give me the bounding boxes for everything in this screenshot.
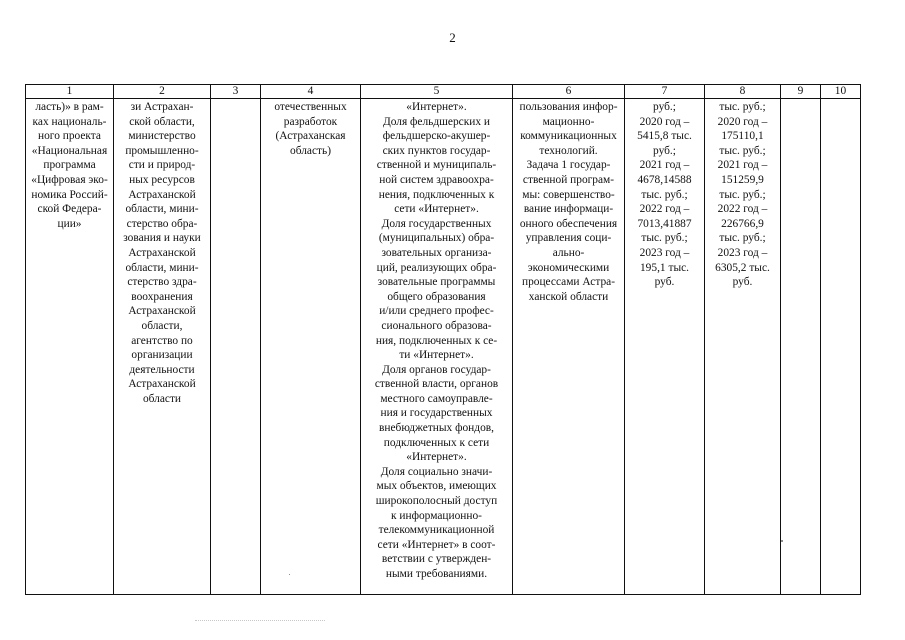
cell-text-line: подключенных к сети — [383, 436, 490, 449]
cell-text-line: ти «Интернет». — [399, 349, 474, 362]
column-header-10: 10 — [821, 85, 861, 99]
cell-text-line: ках националь- — [32, 115, 107, 128]
cell-text-line: руб. — [732, 276, 753, 289]
cell-text-line: сети «Интернет» в соот- — [377, 538, 496, 551]
cell-text-line: Астраханской — [128, 305, 196, 318]
cell-text-line: сети «Интернет». — [394, 203, 479, 216]
cell-text-line: Астраханской — [128, 188, 196, 201]
cell-col-7 — [625, 99, 705, 595]
cell-text-line: 151259,9 — [721, 173, 764, 186]
column-header-4: 4 — [261, 85, 361, 99]
cell-text-line: номика Россий- — [31, 188, 108, 201]
cell-text-line: руб.; — [653, 144, 676, 157]
cell-text-line: тыс. руб.; — [719, 232, 766, 245]
cell-text-line: промышленно- — [125, 144, 199, 157]
scan-smudge — [195, 620, 325, 625]
cell-text-line: «Национальная — [31, 144, 108, 157]
cell-text-line: ния и государственных — [380, 407, 493, 420]
scan-speck — [289, 574, 290, 575]
cell-text-line: ветствии с утвержден- — [381, 553, 492, 566]
cell-text-line: ции» — [57, 217, 82, 230]
cell-text-line: (Астраханская — [275, 130, 346, 143]
cell-text-line: «Интернет». — [406, 101, 467, 113]
cell-text-line: «Интернет». — [406, 451, 467, 464]
cell-col-4 — [261, 99, 361, 595]
cell-text-line: ственной власти, органов — [374, 378, 499, 391]
cell-text-line: 2020 год – — [717, 115, 768, 128]
cell-text-line: зовательные программы — [377, 276, 496, 289]
column-header-2: 2 — [114, 85, 211, 99]
cell-text-line: ными требованиями. — [385, 568, 488, 580]
cell-text-line: Доля государственных — [381, 217, 492, 230]
cell-col-3 — [211, 99, 261, 595]
cell-text-line: Доля органов государ- — [382, 363, 491, 376]
cell-text-line: широкополосный доступ — [375, 495, 498, 508]
cell-text-line: ственной и муниципаль- — [376, 159, 497, 172]
cell-col-6 — [513, 99, 625, 595]
cell-col-2 — [114, 99, 211, 595]
cell-text-line: организации — [131, 349, 193, 362]
cell-text-line: 2021 год – — [639, 159, 690, 172]
cell-text-line: области, мини- — [125, 261, 199, 274]
column-header-6: 6 — [513, 85, 625, 99]
cell-text-line: сти и природ- — [128, 159, 196, 172]
cell-text-line: общего образования — [387, 290, 486, 303]
cell-text-line: ской Федера- — [37, 203, 102, 216]
column-header-8: 8 — [705, 85, 781, 99]
cell-text-line: мых объектов, имеющих — [376, 480, 497, 493]
cell-text-line: руб.; — [653, 101, 676, 113]
cell-text-line: области, мини- — [125, 203, 199, 216]
cell-text-line: 2022 год – — [639, 203, 690, 216]
cell-text-line: ханской области — [528, 290, 609, 303]
cell-text-line: пользования инфор- — [519, 101, 618, 113]
cell-text-line: ной систем здравоохра- — [379, 173, 494, 186]
cell-text-line: процессами Астра- — [521, 276, 616, 289]
cell-text-line: стерство здра- — [127, 276, 197, 289]
cell-text-line: ния, подключенных к се- — [375, 334, 498, 347]
cell-text-line: тыс. руб.; — [719, 144, 766, 157]
cell-text-line: сионального образова- — [381, 319, 492, 332]
cell-text-line: тыс. руб.; — [641, 232, 688, 245]
scan-speck — [781, 540, 783, 542]
cell-text-line: 2023 год – — [717, 246, 768, 259]
cell-text-line: ской области, — [129, 115, 195, 128]
cell-text-line: «Цифровая эко- — [31, 173, 108, 186]
cell-text-line: тыс. руб.; — [641, 188, 688, 201]
cell-text-line: Астраханской — [128, 378, 196, 391]
cell-text-line: к информационно- — [391, 509, 482, 522]
cell-text-line: стерство обра- — [126, 217, 198, 230]
cell-text-line: ально- — [552, 246, 585, 259]
cell-col-10 — [821, 99, 861, 595]
cell-text-line: 2021 год – — [717, 159, 768, 172]
cell-text-line: разработок — [283, 115, 338, 128]
cell-col-8 — [705, 99, 781, 595]
cell-text-line: Задача 1 государ- — [526, 159, 611, 172]
cell-text-line: зи Астрахан- — [130, 101, 194, 113]
cell-text-line: (муниципальных) обра- — [378, 232, 495, 245]
cell-text-line: 226766,9 — [721, 217, 764, 230]
cell-text-line: ций, реализующих обра- — [376, 261, 497, 274]
cell-text-line: фельдшерско-акушер- — [382, 130, 491, 143]
cell-text-line: ных ресурсов — [129, 173, 195, 186]
cell-text-line: телекоммуникационной — [378, 524, 495, 537]
cell-text-line: министерство — [128, 130, 196, 143]
cell-col-9 — [781, 99, 821, 595]
cell-text-line: коммуникационных — [520, 130, 617, 143]
cell-text-line: воохранения — [131, 290, 193, 303]
cell-text-line: тыс. руб.; — [719, 188, 766, 201]
cell-text-line: нения, подключенных к — [378, 188, 495, 201]
cell-text-line: мы: совершенство- — [522, 188, 615, 201]
cell-text-line: Астраханской — [128, 246, 196, 259]
program-table — [25, 84, 861, 595]
cell-text-line: внебюджетных фондов, — [379, 422, 494, 435]
cell-text-line: отечественных — [274, 101, 347, 113]
cell-text-line: 195,1 тыс. — [639, 261, 689, 274]
column-header-3: 3 — [211, 85, 261, 99]
cell-col-5 — [361, 99, 513, 595]
cell-text-line: 2023 год – — [639, 246, 690, 259]
cell-text-line: вание информаци- — [523, 203, 614, 216]
cell-text-line: местного самоуправле- — [380, 392, 493, 405]
cell-text-line: 6305,2 тыс. — [715, 261, 770, 274]
cell-text-line: экономическими — [527, 261, 610, 274]
cell-text-line: Доля фельдшерских и — [382, 115, 491, 128]
cell-text-line: ного проекта — [38, 130, 101, 143]
column-header-5: 5 — [361, 85, 513, 99]
cell-text-line: ласть)» в рам- — [35, 101, 104, 113]
page-number: 2 — [449, 30, 456, 45]
cell-text-line: 2022 год – — [717, 203, 768, 216]
cell-col-1 — [26, 99, 114, 595]
cell-text-line: агентство по — [131, 334, 193, 347]
column-header-7: 7 — [625, 85, 705, 99]
cell-text-line: 175110,1 — [721, 130, 764, 143]
cell-text-line: и/или среднего профес- — [379, 305, 494, 318]
cell-text-line: тыс. руб.; — [719, 101, 766, 113]
column-header-9: 9 — [781, 85, 821, 99]
cell-text-line: управления соци- — [525, 232, 612, 245]
table-row — [26, 99, 861, 595]
cell-text-line: мационно- — [542, 115, 595, 128]
cell-text-line: 7013,41887 — [637, 217, 692, 230]
cell-text-line: ственной програм- — [522, 173, 615, 186]
cell-text-line: программа — [43, 159, 96, 172]
column-header-1: 1 — [26, 85, 114, 99]
cell-text-line: деятельности — [129, 363, 195, 376]
cell-text-line: области — [142, 392, 182, 405]
cell-text-line: 2020 год – — [639, 115, 690, 128]
cell-text-line: 5415,8 тыс. — [637, 130, 692, 143]
header-row — [26, 85, 861, 99]
cell-text-line: зовательных организа- — [381, 246, 492, 259]
cell-text-line: Доля социально значи- — [380, 465, 493, 478]
cell-text-line: онного обеспечения — [519, 217, 618, 230]
cell-text-line: область) — [290, 144, 331, 157]
cell-text-line: руб. — [654, 276, 675, 289]
cell-text-line: зования и науки — [123, 232, 201, 245]
cell-text-line: технологий. — [539, 144, 598, 157]
cell-text-line: 4678,14588 — [637, 173, 692, 186]
cell-text-line: области, — [141, 319, 183, 332]
cell-text-line: ских пунктов государ- — [382, 144, 491, 157]
